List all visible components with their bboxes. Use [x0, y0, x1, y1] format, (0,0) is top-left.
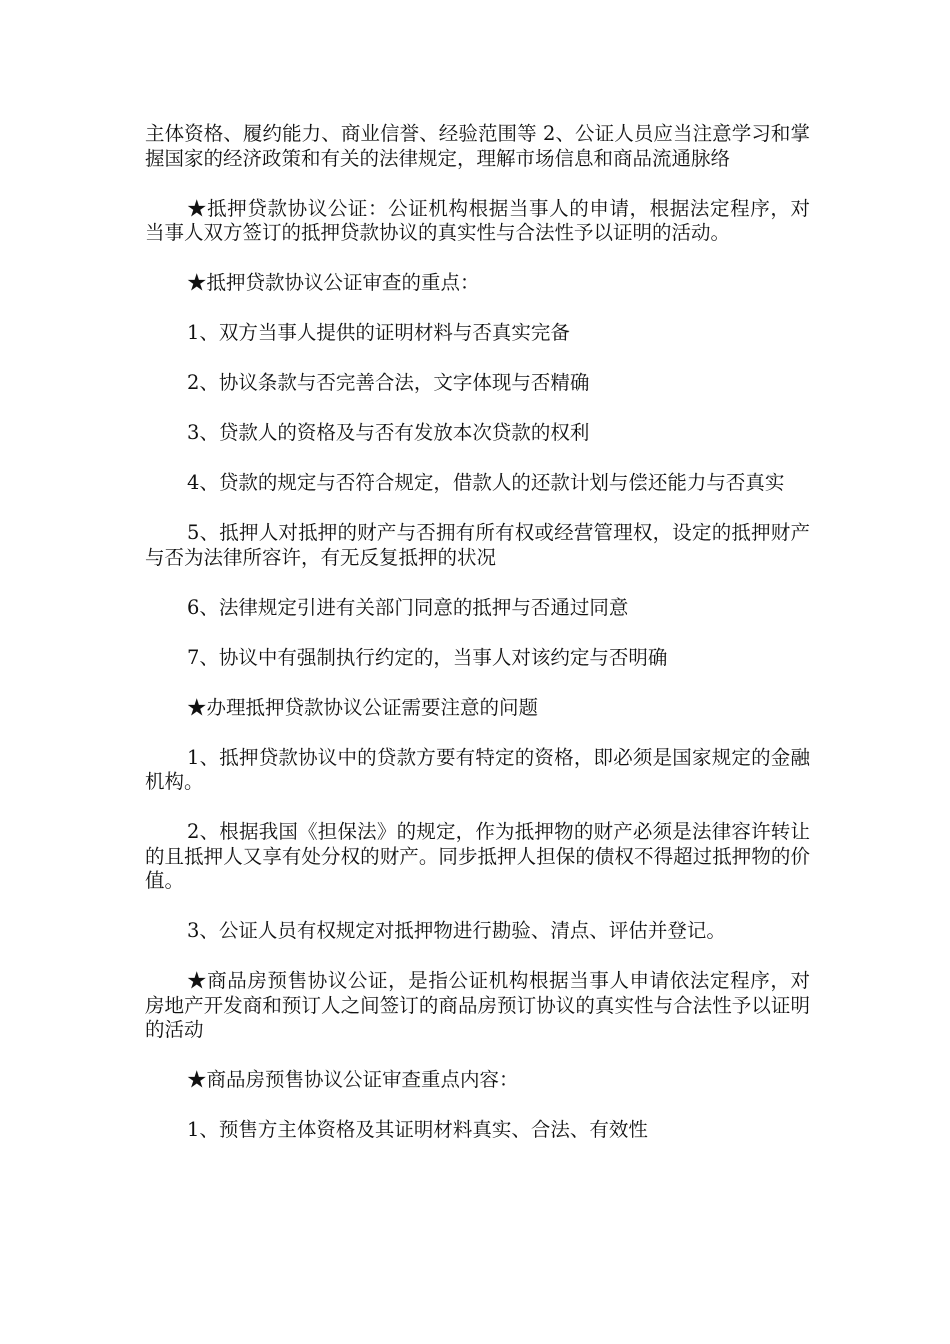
paragraph-2: ★抵押贷款协议公证审查的重点： [187, 271, 480, 294]
paragraph-5: 3、贷款人的资格及与否有发放本次贷款的权利 [187, 421, 590, 444]
paragraph-12: 2、根据我国《担保法》的规定，作为抵押物的财产必须是法律容许转让的且抵押人又享有处分权的财产。同步抵押人担保的债权不得超过抵押物的价值。 [145, 820, 810, 892]
document-body [145, 122, 810, 1168]
paragraph-6: 4、贷款的规定与否符合规定，借款人的还款计划与偿还能力与否真实 [187, 471, 785, 494]
paragraph-0: 主体资格、履约能力、商业信誉、经验范围等 2、公证人员应当注意学习和掌握国家的经济政策和有关的法律规定，理解市场信息和商品流通脉络 [145, 122, 810, 170]
paragraph-4: 2、协议条款与否完善合法，文字体现与否精确 [187, 371, 590, 394]
paragraph-15: ★商品房预售协议公证审查重点内容： [187, 1068, 519, 1091]
paragraph-14: ★商品房预售协议公证，是指公证机构根据当事人申请依法定程序，对房地产开发商和预订人之间签订的商品房预订协议的真实性与合法性予以证明的活动 [145, 969, 810, 1041]
paragraph-16: 1、预售方主体资格及其证明材料真实、合法、有效性 [187, 1118, 648, 1141]
paragraph-9: 7、协议中有强制执行约定的，当事人对该约定与否明确 [187, 645, 668, 669]
paragraph-1: ★抵押贷款协议公证：公证机构根据当事人的申请，根据法定程序，对当事人双方签订的抵押贷款协议的真实性与合法性予以证明的活动。 [145, 196, 810, 244]
paragraph-3: 1、双方当事人提供的证明材料与否真实完备 [187, 321, 570, 344]
paragraph-13: 3、公证人员有权规定对抵押物进行勘验、清点、评估并登记。 [187, 919, 726, 942]
paragraph-7: 5、抵押人对抵押的财产与否拥有所有权或经营管理权，设定的抵押财产与否为法律所容许，有无反复抵押的状况 [145, 521, 810, 569]
paragraph-10: ★办理抵押贷款协议公证需要注意的问题 [187, 695, 539, 719]
paragraph-11: 1、抵押贷款协议中的贷款方要有特定的资格，即必须是国家规定的金融机构。 [145, 745, 810, 793]
paragraph-8: 6、法律规定引进有关部门同意的抵押与否通过同意 [187, 595, 629, 619]
